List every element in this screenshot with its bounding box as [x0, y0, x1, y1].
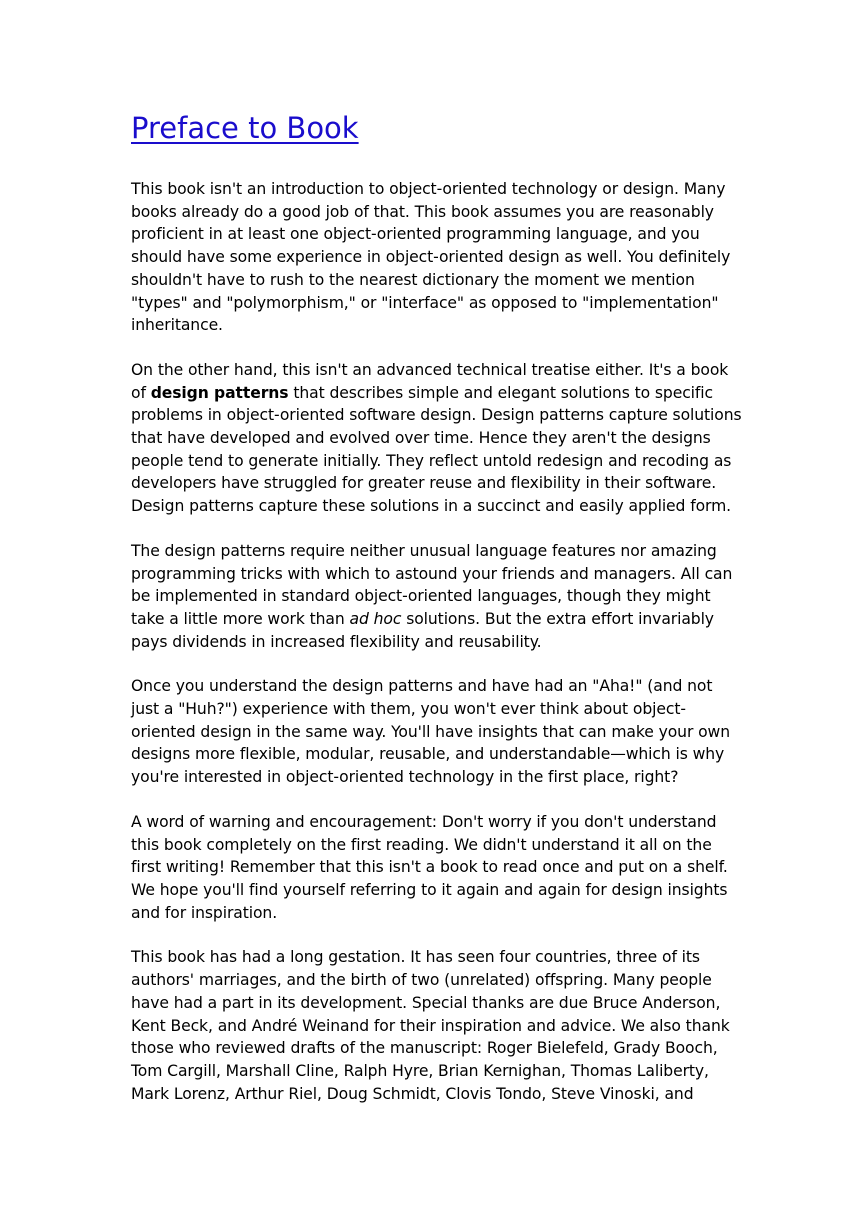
- bold-term: design patterns: [150, 383, 289, 402]
- paragraph-aha: Once you understand the design patterns and have had an "Aha!" (and not just a "Huh?") experience with them, you won't ever think about object-oriented design in the same way. You'll have insights that can make your own designs more flexible, modular, reusable, and understandable—which is why you're interested in object-oriented technology in the first place, right?: [131, 677, 730, 787]
- paragraph-language-features: [131, 540, 743, 654]
- paragraph-warning: A word of warning and encouragement: Don't worry if you don't understand this book completely on the first reading. We didn't understand it all on the first writing! Remember that this isn't a book to read once and put on a shelf. We hope you'll find yourself referring to it again and again for design insights and for inspiration.: [131, 812, 728, 922]
- paragraph-text: On the other hand, this isn't an advanced technical treatise either. It's a book of: [131, 360, 729, 402]
- paragraph-intro: This book isn't an introduction to object-oriented technology or design. Many books already do a good job of that. This book assumes you are reasonably proficient in at least one object-oriented programming language, and you should have some experience in object-oriented design as well. You definitely shouldn't have to rush to the nearest dictionary the moment we mention "types" and "polymorphism," or "interface" as opposed to "implementation" inheritance.: [131, 180, 731, 335]
- title-link[interactable]: Preface to Book: [131, 111, 359, 145]
- paragraph-acknowledgements: This book has had a long gestation. It has seen four countries, three of its authors' marriages, and the birth of two (unrelated) offspring. Many people have had a part in its development. Special thanks are due Bruce Anderson, Kent Beck, and André Weinand for their inspiration and advice. We also thank those who reviewed drafts of the manuscript: Roger Bielefeld, Grady Booch, Tom Cargill, Marshall Cline, Ralph Hyre, Brian Kernighan, Thomas Laliberty, Mark Lorenz, Arthur Riel, Doug Schmidt, Clovis Tondo, Steve Vinoski, and: [131, 948, 730, 1103]
- paragraph-text: solutions. But the extra effort invariably pays dividends in increased flexibility and reusability.: [131, 609, 714, 651]
- page-title: [131, 106, 743, 150]
- paragraph-text: The design patterns require neither unusual language features nor amazing programming tricks with which to astound your friends and managers. All can be implemented in standard object-oriented languages, though they might take a little more work than: [131, 541, 733, 628]
- italic-term: ad hoc: [349, 609, 402, 628]
- paragraph-text: that describes simple and elegant solutions to specific problems in object-oriented software design. Design patterns capture solutions that have developed and evolved over time. Hence they aren't the designs people tend to generate initially. They reflect untold redesign and recoding as developers have struggled for greater reuse and flexibility in their software. Design patterns capture these solutions in a succinct and easily applied form.: [131, 383, 742, 516]
- paragraph-design-patterns: [131, 359, 743, 518]
- document-page: [131, 106, 743, 1127]
